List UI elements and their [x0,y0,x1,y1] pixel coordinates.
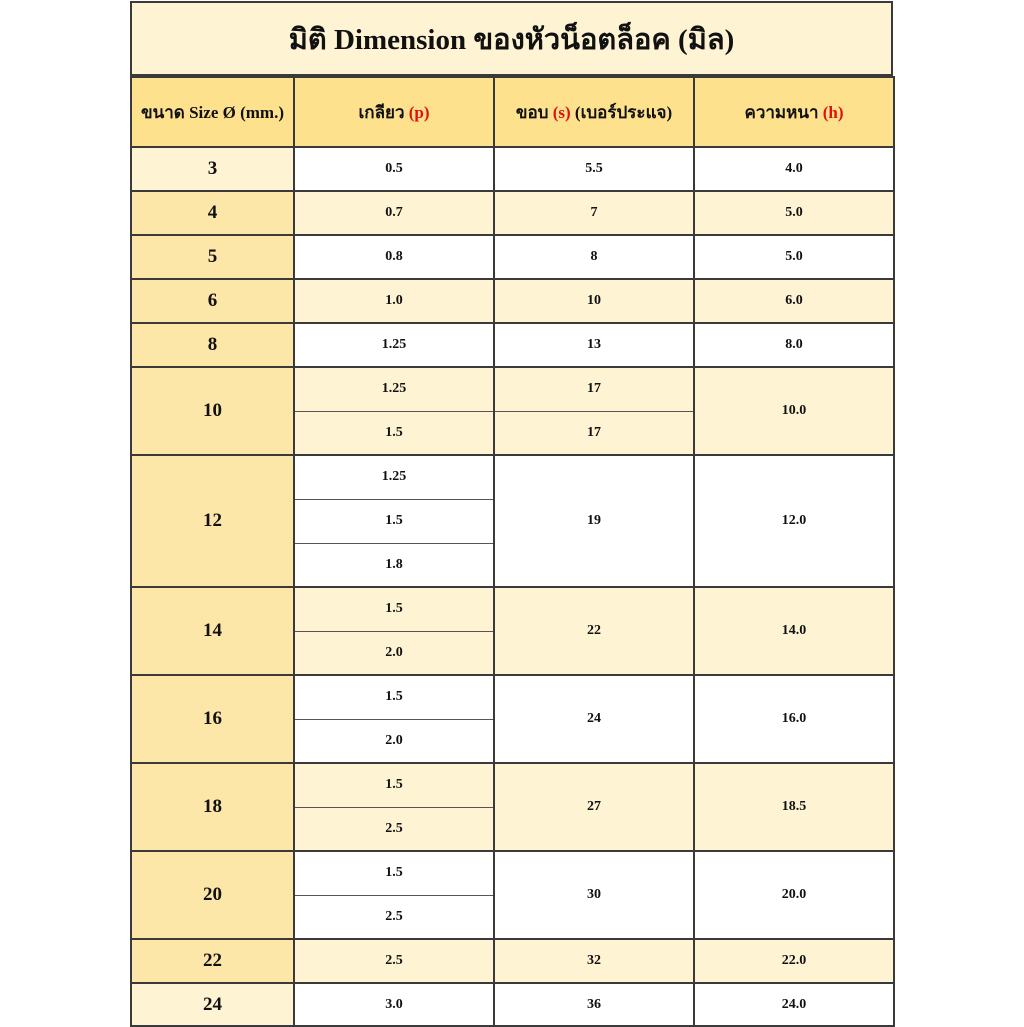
table-row [131,851,894,895]
pitch-cell: 1.8 [294,543,494,587]
header-width [494,77,694,147]
size-cell: 22 [131,939,294,983]
pitch-cell: 1.25 [294,323,494,367]
height-cell: 5.0 [694,191,894,235]
height-cell: 4.0 [694,147,894,191]
width-cell: 22 [494,587,694,675]
height-cell: 22.0 [694,939,894,983]
width-cell: 8 [494,235,694,279]
table-row [131,587,894,631]
header-size-label: ขนาด Size Ø (mm.) [141,102,284,122]
size-cell: 3 [131,147,294,191]
pitch-cell: 2.0 [294,631,494,675]
height-cell: 6.0 [694,279,894,323]
header-pitch [294,77,494,147]
height-cell: 18.5 [694,763,894,851]
pitch-cell: 2.5 [294,807,494,851]
pitch-cell: 2.5 [294,939,494,983]
pitch-cell: 2.5 [294,895,494,939]
width-cell: 13 [494,323,694,367]
width-cell: 36 [494,983,694,1026]
sheet-title: มิติ Dimension ของหัวน็อตล็อค (มิล) [130,1,893,76]
header-row [131,77,894,147]
size-cell: 12 [131,455,294,587]
table-row [131,279,894,323]
height-cell: 12.0 [694,455,894,587]
header-height [694,77,894,147]
size-cell: 18 [131,763,294,851]
height-cell: 24.0 [694,983,894,1026]
size-cell: 20 [131,851,294,939]
size-cell: 5 [131,235,294,279]
pitch-cell: 1.5 [294,499,494,543]
width-cell: 30 [494,851,694,939]
width-cell: 24 [494,675,694,763]
pitch-cell: 1.0 [294,279,494,323]
height-cell: 8.0 [694,323,894,367]
pitch-cell: 1.25 [294,455,494,499]
size-cell: 6 [131,279,294,323]
pitch-cell: 3.0 [294,983,494,1026]
table-row [131,983,894,1026]
pitch-cell: 1.5 [294,851,494,895]
height-cell: 16.0 [694,675,894,763]
size-cell: 24 [131,983,294,1026]
table-row [131,939,894,983]
header-width-symbol: (s) [552,102,571,122]
header-width-suffix: (เบอร์ประแจ) [574,102,673,122]
width-cell: 32 [494,939,694,983]
table-row [131,367,894,411]
width-cell: 19 [494,455,694,587]
dimension-sheet [130,1,893,1023]
header-pitch-label: เกลียว [358,102,405,122]
header-width-label: ขอบ [515,102,549,122]
size-cell: 14 [131,587,294,675]
width-cell: 5.5 [494,147,694,191]
width-cell: 17 [494,367,694,411]
header-pitch-symbol: (p) [408,102,430,122]
pitch-cell: 2.0 [294,719,494,763]
header-size [131,77,294,147]
pitch-cell: 1.25 [294,367,494,411]
pitch-cell: 1.5 [294,675,494,719]
table-row [131,455,894,499]
pitch-cell: 1.5 [294,411,494,455]
width-cell: 17 [494,411,694,455]
width-cell: 27 [494,763,694,851]
table-row [131,763,894,807]
table-row [131,235,894,279]
header-height-symbol: (h) [822,102,844,122]
table-row [131,323,894,367]
height-cell: 20.0 [694,851,894,939]
size-cell: 16 [131,675,294,763]
dimension-table [130,76,895,1027]
table-row [131,675,894,719]
header-height-label: ความหนา [744,102,819,122]
height-cell: 14.0 [694,587,894,675]
pitch-cell: 0.7 [294,191,494,235]
pitch-cell: 1.5 [294,763,494,807]
table-row [131,147,894,191]
pitch-cell: 0.5 [294,147,494,191]
size-cell: 8 [131,323,294,367]
pitch-cell: 1.5 [294,587,494,631]
width-cell: 7 [494,191,694,235]
height-cell: 5.0 [694,235,894,279]
size-cell: 4 [131,191,294,235]
table-row [131,191,894,235]
size-cell: 10 [131,367,294,455]
table-body [131,147,894,1026]
pitch-cell: 0.8 [294,235,494,279]
height-cell: 10.0 [694,367,894,455]
width-cell: 10 [494,279,694,323]
